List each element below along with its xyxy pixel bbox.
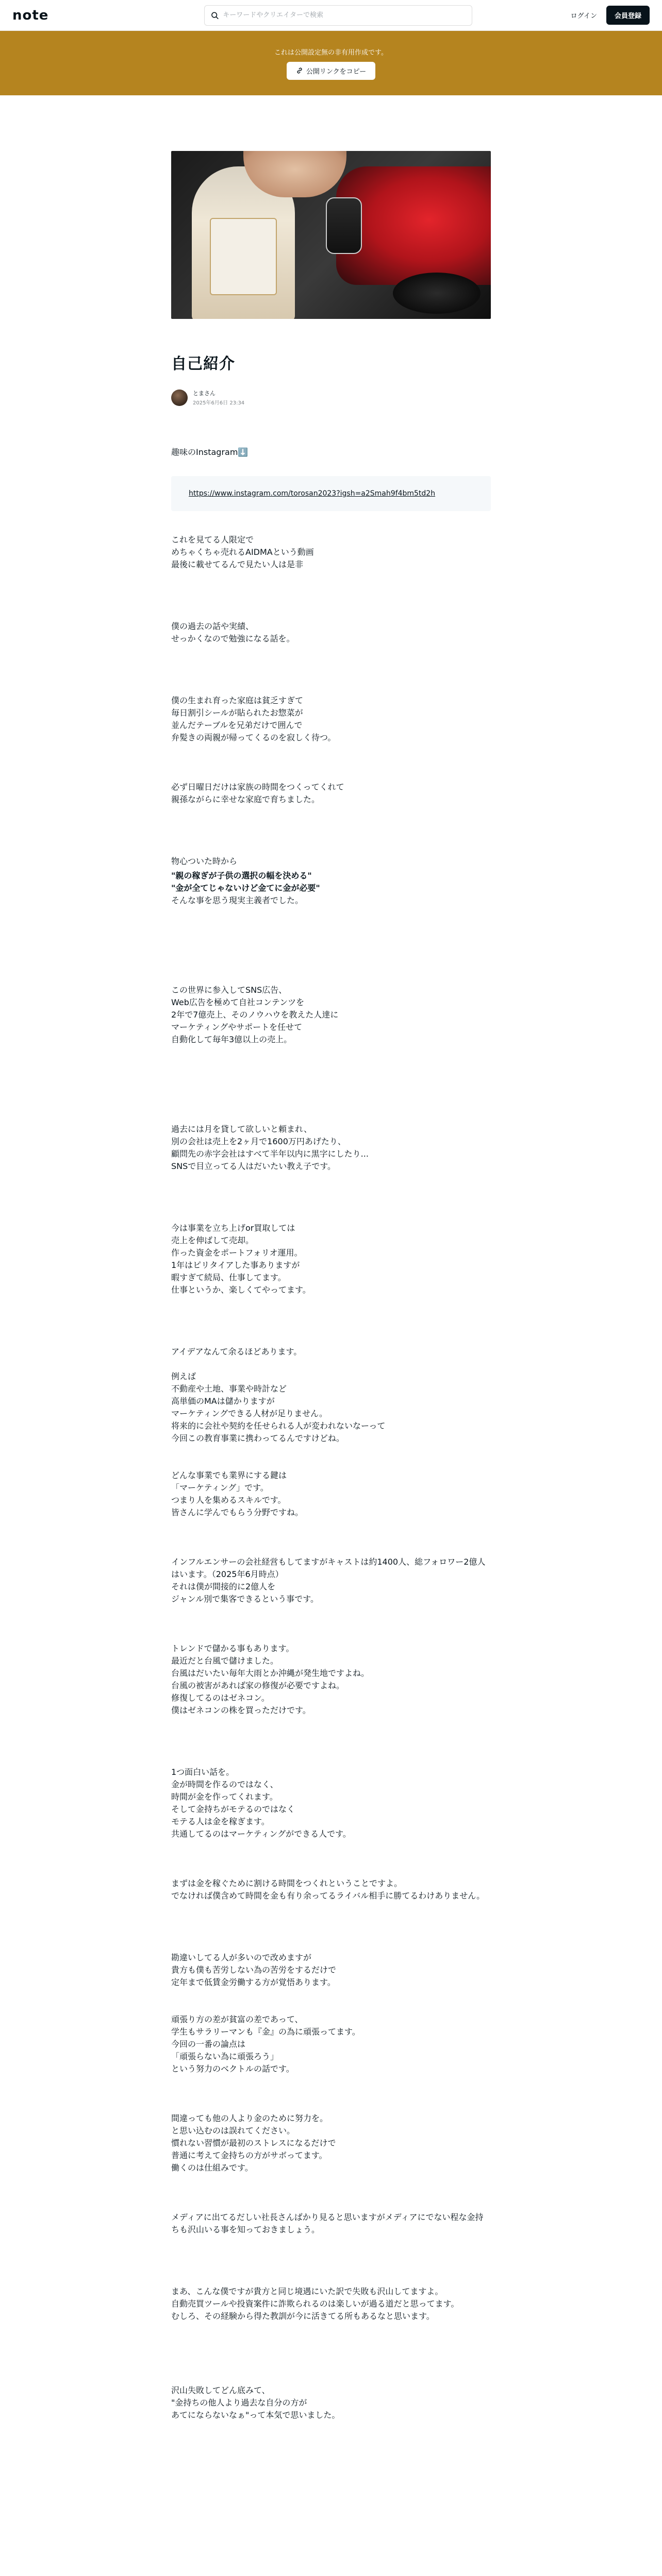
article	[171, 95, 491, 2421]
paragraph: 物心ついた時から	[171, 856, 238, 866]
paragraph: アイデアなんて余るほどあります。	[171, 1347, 302, 1357]
paragraph: 勘違いしてる人が多いので改めますが 貴方も僕も苦労しない為の苦労をするだけで 定年まで低賃金労働する方が覚悟あります。	[171, 1953, 337, 1987]
signup-button[interactable]: 会員登録	[606, 6, 650, 25]
author-row	[171, 389, 491, 406]
link-icon	[296, 67, 303, 74]
hero-exhaust-shape	[393, 273, 481, 314]
paragraph: 間違っても他の人より金のために努力を。 と思い込むのは誤れてください。 慣れない習慣が最初のストレスになるだけで 普通に考えて金持ちの方がサボってます。 働くのは仕組みです。	[171, 2113, 336, 2173]
paragraph: どんな事業でも業界にする鍵は 「マーケティング」です。 つまり人を集めるスキルです。 皆さんに学んでもらう分野ですね。	[171, 1470, 304, 1517]
paragraph: 必ず日曜日だけは家族の時間をつくってくれて 親孫ながらに幸せな家庭で育ちました。	[171, 782, 344, 804]
paragraph: まずは金を稼ぐために割ける時間をつくれということですよ。 でなければ僕含めて時間を金も有り余ってるライバル相手に勝てるわけありません。	[171, 1878, 485, 1901]
instagram-link[interactable]: https://www.instagram.com/torosan2023?igsh=a2Smah9f4bm5td2h	[189, 489, 436, 498]
paragraph: この世界に参入してSNS広告、 Web広告を極めて自社コンテンツを 2年で7億売上、そのノウハウを教えた人達に マーケティングやサポートを任せて 自動化して毎年3億以上の売上。	[171, 985, 339, 1044]
paragraph: 例えば 不動産や土地、事業や時計など 高単価のMAは儲かりますが マーケティングできる人材が足りません。 将来的に会社や契約を任せられる人が変われないなーって 今回この教育事業に携わってるんですけどね。	[171, 1371, 386, 1443]
article-title: 自己紹介	[171, 355, 235, 373]
paragraph: 今は事業を立ち上げor買取しては 売上を伸ばして売却。 作った資金をポートフォリオ運用。 1年はピリタイアした事ありますが 暇すぎて続局、仕事してます。 仕事というか、楽しくてやってます。	[171, 1223, 311, 1295]
top-header	[0, 0, 662, 31]
paragraph: トレンドで儲かる事もあります。 最近だと台風で儲けました。 台風はだいたい毎年大雨とか沖縄が発生地ですよね。 台風の被害があれば家の修復が必要ですよね。 修復してるのはゼネコン。 僕はゼネコンの株を買っただけです。	[171, 1643, 370, 1715]
draft-banner	[0, 31, 662, 95]
paragraph: 僕の生まれ育った家庭は貧乏すぎて 毎日割引シールが貼られたお惣菜が 並んだテーブルを兄弟だけで囲んで 弁髪きの両親が帰ってくるのを寂しく待つ。	[171, 696, 336, 742]
copy-link-label: 公開リンクをコピー	[306, 67, 367, 76]
paragraph: そんな事を思う現実主義者でした。	[171, 895, 304, 905]
article-body	[171, 446, 491, 2421]
author-avatar[interactable]	[171, 389, 188, 406]
paragraph: 沢山失敗してどん底みて、 "金持ちの他人より過去な自分の方が あてにならないなぁ"って本気で思いました。	[171, 2385, 340, 2420]
paragraph-emphasis: "親の稼ぎが子供の選択の幅を決める" "金が全てじゃないけど金てに金が必要"	[171, 871, 320, 893]
paragraph: 過去には月を貸して欲しいと頼まれ、 別の会社は売上を2ヶ月で1600万円あげたり、 顧問先の赤字会社はすべて半年以内に黒字にしたり... SNSで目立ってる人はだいたい教え子です。	[171, 1124, 369, 1171]
paragraph: 僕の過去の話や実績、 せっかくなので勉強になる話を。	[171, 621, 295, 643]
header-actions	[571, 6, 650, 25]
paragraph: メディアに出てるだしい社長さんばかり見ると思いますがメディアにでない程な金持ちも沢山いる事を知っておきましょう。	[171, 2212, 484, 2234]
author-name[interactable]: とまさん	[193, 390, 216, 397]
paragraph: 趣味のInstagram⬇️	[171, 447, 249, 457]
paragraph: インフルエンサーの会社経営もしてますがキャストは約1400人、総フォロワー2億人はいます。（2025年6月時点） それは僕が間接的に2億人を ジャンル別で集客できるという事です。	[171, 1557, 486, 1604]
hero-keyfob-shape	[326, 197, 362, 254]
copy-link-button[interactable]	[287, 62, 375, 80]
search-icon	[211, 11, 219, 20]
hero-bottle-label	[210, 218, 277, 295]
instagram-link-box	[171, 476, 491, 511]
note-logo[interactable]: note	[12, 7, 49, 23]
search-box[interactable]	[204, 5, 472, 26]
paragraph: まあ、こんな僕ですが貴方と同じ境遇にいた訳で失敗も沢山してますよ。 自動売買ツールや投資案件に詐欺られるのは楽しいが過る道だと思ってます。 むしろ、その経験から得た教訓が今に活きてる所もあるなと思います。	[171, 2286, 459, 2321]
hero-image	[171, 151, 491, 319]
paragraph: 頑張り方の差が貧富の差であって、 学生もサラリーマンも『金』の為に頑張ってます。 今回の一番の論点は 「頑張らない為に頑張ろう」 という努力のベクトルの話です。	[171, 2014, 360, 2074]
banner-text: これは公開設定無の非有用作成です。	[274, 48, 388, 57]
paragraph: これを見てる人限定で めちゃくちゃ売れるAIDMAという動画 最後に載せてるんで見たい人は是非	[171, 535, 314, 569]
paragraph: 1つ面白い話を。 金が時間を作るのではなく、 時間が金を作ってくれます。 そして金持ちがモテるのではなく モテる人は金を稼ぎます。 共通してるのはマーケティングができる人です。	[171, 1767, 351, 1839]
login-link[interactable]: ログイン	[570, 12, 597, 20]
author-meta	[193, 389, 244, 406]
search-input[interactable]	[223, 11, 466, 19]
post-date: 2025年6月6日 23:34	[193, 400, 245, 406]
